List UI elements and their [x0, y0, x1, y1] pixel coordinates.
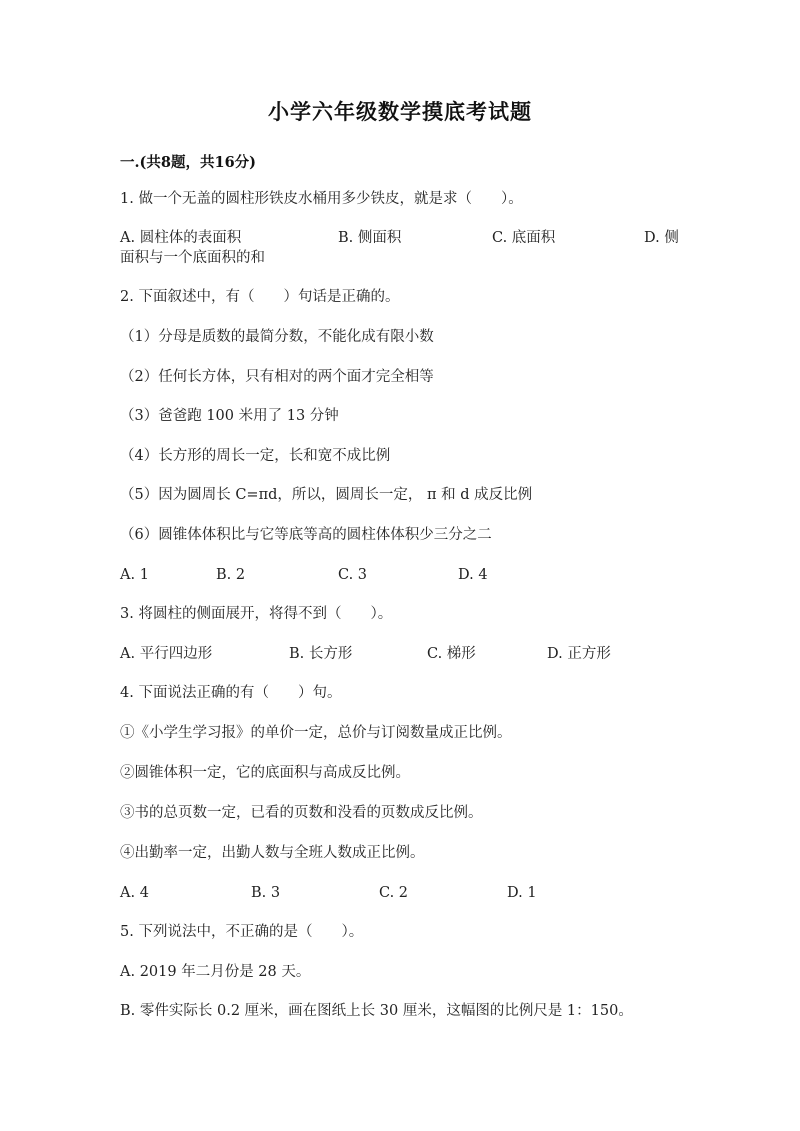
question-2-item: （2）任何长方体，只有相对的两个面才完全相等 [120, 369, 434, 385]
question-3-option-c[interactable]: C. 梯形 [427, 646, 476, 662]
question-4-item: ③书的总页数一定，已看的页数和没看的页数成反比例。 [120, 805, 483, 821]
question-3-option-d[interactable]: D. 正方形 [547, 646, 611, 662]
question-1-stem: 1. 做一个无盖的圆柱形铁皮水桶用多少铁皮，就是求（ ）。 [120, 191, 523, 207]
question-2-item: （5）因为圆周长 C=πd，所以，圆周长一定， π 和 d 成反比例 [120, 487, 533, 503]
question-2-item: （3）爸爸跑 100 米用了 13 分钟 [120, 408, 339, 424]
question-3-option-a[interactable]: A. 平行四边形 [120, 646, 213, 662]
question-5-option-a[interactable]: A. 2019 年二月份是 28 天。 [120, 964, 311, 980]
question-3-option-b[interactable]: B. 长方形 [289, 646, 353, 662]
page-title: 小学六年级数学摸底考试题 [268, 99, 532, 124]
question-3-stem: 3. 将圆柱的侧面展开，将得不到（ ）。 [120, 606, 393, 622]
question-2-item: （6）圆锥体体积比与它等底等高的圆柱体体积少三分之二 [120, 527, 492, 543]
question-1-option-c[interactable]: C. 底面积 [492, 230, 556, 246]
question-2-item: （1）分母是质数的最简分数，不能化成有限小数 [120, 329, 434, 345]
question-2-option-b[interactable]: B. 2 [216, 567, 246, 583]
question-4-option-b[interactable]: B. 3 [251, 885, 281, 901]
question-1-option-b[interactable]: B. 侧面积 [338, 230, 402, 246]
question-4-option-d[interactable]: D. 1 [507, 885, 537, 901]
question-4-item: ②圆锥体积一定，它的底面积与高成反比例。 [120, 765, 410, 781]
question-5-stem: 5. 下列说法中，不正确的是（ ）。 [120, 924, 364, 940]
question-2-option-c[interactable]: C. 3 [338, 567, 368, 583]
section-heading: 一.(共8题，共16分) [120, 154, 257, 171]
question-2-stem: 2. 下面叙述中，有（ ）句话是正确的。 [120, 289, 400, 305]
question-2-item: （4）长方形的周长一定，长和宽不成比例 [120, 448, 391, 464]
question-4-option-c[interactable]: C. 2 [379, 885, 409, 901]
question-4-option-a[interactable]: A. 4 [120, 885, 149, 901]
question-4-item: ④出勤率一定，出勤人数与全班人数成正比例。 [120, 845, 425, 861]
question-4-stem: 4. 下面说法正确的有（ ）句。 [120, 685, 342, 701]
question-1-option-d-wrap: 面积与一个底面积的和 [120, 250, 265, 266]
question-1-option-d[interactable]: D. 侧 [644, 230, 679, 246]
question-1-option-a[interactable]: A. 圆柱体的表面积 [120, 230, 242, 246]
question-4-item: ①《小学生学习报》的单价一定，总价与订阅数量成正比例。 [120, 725, 512, 741]
question-2-option-d[interactable]: D. 4 [458, 567, 488, 583]
question-5-option-b[interactable]: B. 零件实际长 0.2 厘米，画在图纸上长 30 厘米，这幅图的比例尺是 1：150。 [120, 1003, 633, 1019]
question-2-option-a[interactable]: A. 1 [120, 567, 149, 583]
